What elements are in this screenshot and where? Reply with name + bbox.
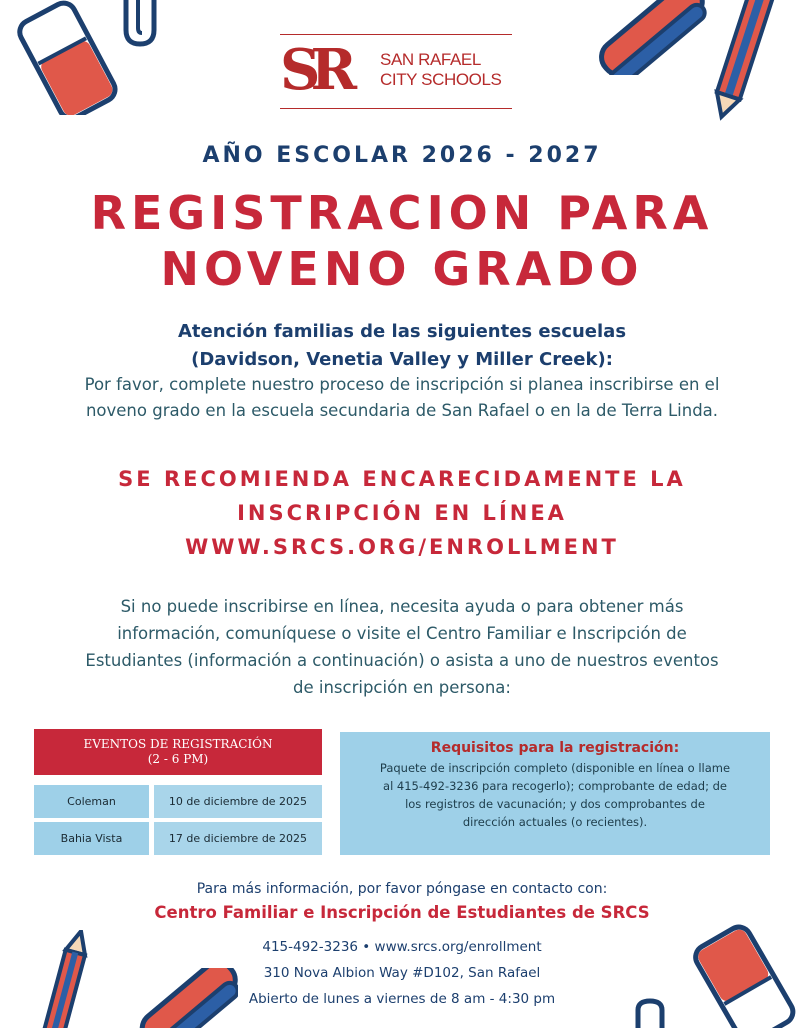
requirements-line-3: los registros de vacunación; y dos comprobantes de	[405, 797, 705, 811]
logo-mark: SR	[280, 37, 347, 103]
online-enrollment-callout	[0, 462, 804, 564]
requirements-box	[340, 732, 770, 855]
district-logo	[280, 34, 516, 110]
help-line-3: Estudiantes (información a continuación) o asista a uno de nuestros eventos	[85, 651, 719, 670]
requirements-body	[352, 759, 758, 831]
title-line-2: NOVENO GRADO	[160, 242, 644, 296]
help-text	[0, 593, 804, 701]
attention-body	[0, 372, 804, 424]
enrollment-link[interactable]: WWW.SRCS.ORG/ENROLLMENT	[185, 535, 619, 559]
contact-organization: Centro Familiar e Inscripción de Estudiantes de SRCS	[154, 903, 650, 922]
help-line-2: información, comuníquese o visite el Centro Familiar e Inscripción de	[117, 624, 687, 643]
requirements-line-2: al 415-492-3236 para recogerlo); comprobante de edad; de	[383, 779, 727, 793]
event-date: 17 de diciembre de 2025	[154, 822, 322, 855]
event-school: Bahia Vista	[34, 822, 149, 855]
pencil-icon	[40, 930, 100, 1028]
requirements-title: Requisitos para la registración:	[430, 740, 680, 756]
recommendation-line-1: SE RECOMIENDA ENCARECIDAMENTE LA	[118, 467, 686, 491]
events-header-line-2: (2 - 6 PM)	[147, 752, 209, 766]
requirements-line-1: Paquete de inscripción completo (disponible en línea o llame	[379, 761, 731, 775]
contact-phone-web: 415-492-3236 • www.srcs.org/enrollment	[262, 939, 542, 955]
events-header	[34, 729, 322, 775]
logo-line-1: SAN RAFAEL	[380, 50, 481, 69]
registration-events-table	[34, 729, 322, 855]
paper-clip-icon	[632, 998, 672, 1028]
attention-line-1: Atención familias de las siguientes escuelas	[177, 321, 627, 342]
stapler-icon	[128, 968, 238, 1028]
pencil-icon	[706, 0, 776, 122]
logo-text	[380, 50, 501, 90]
title-line-1: REGISTRACION PARA	[90, 186, 714, 240]
eraser-icon	[10, 0, 130, 115]
table-row	[34, 822, 322, 855]
eraser-icon	[684, 920, 804, 1028]
help-line-1: Si no puede inscribirse en línea, necesita ayuda o para obtener más	[120, 597, 684, 616]
event-school: Coleman	[34, 785, 149, 818]
contact-address: 310 Nova Albion Way #D102, San Rafael	[263, 965, 541, 981]
attention-heading	[0, 318, 804, 374]
table-row	[34, 785, 322, 818]
stapler-icon	[580, 0, 715, 75]
attention-line-2: (Davidson, Venetia Valley y Miller Creek):	[191, 349, 613, 370]
event-date: 10 de diciembre de 2025	[154, 785, 322, 818]
page-title	[0, 185, 804, 297]
attention-body-line-2: noveno grado en la escuela secundaria de San Rafael o en la de Terra Linda.	[85, 401, 719, 420]
logo-line-2: CITY SCHOOLS	[380, 70, 502, 89]
requirements-line-4: dirección actuales (o recientes).	[462, 815, 648, 829]
school-year: AÑO ESCOLAR 2026 - 2027	[202, 143, 602, 168]
paper-clip-icon	[118, 0, 168, 50]
attention-body-line-1: Por favor, complete nuestro proceso de inscripción si planea inscribirse en el	[84, 375, 720, 394]
contact-intro: Para más información, por favor póngase en contacto con:	[196, 881, 608, 897]
recommendation-line-2: INSCRIPCIÓN EN LÍNEA	[237, 501, 567, 525]
contact-hours: Abierto de lunes a viernes de 8 am - 4:30 pm	[248, 991, 556, 1007]
events-header-line-1: EVENTOS DE REGISTRACIÓN	[83, 737, 273, 751]
help-line-4: de inscripción en persona:	[293, 678, 511, 697]
